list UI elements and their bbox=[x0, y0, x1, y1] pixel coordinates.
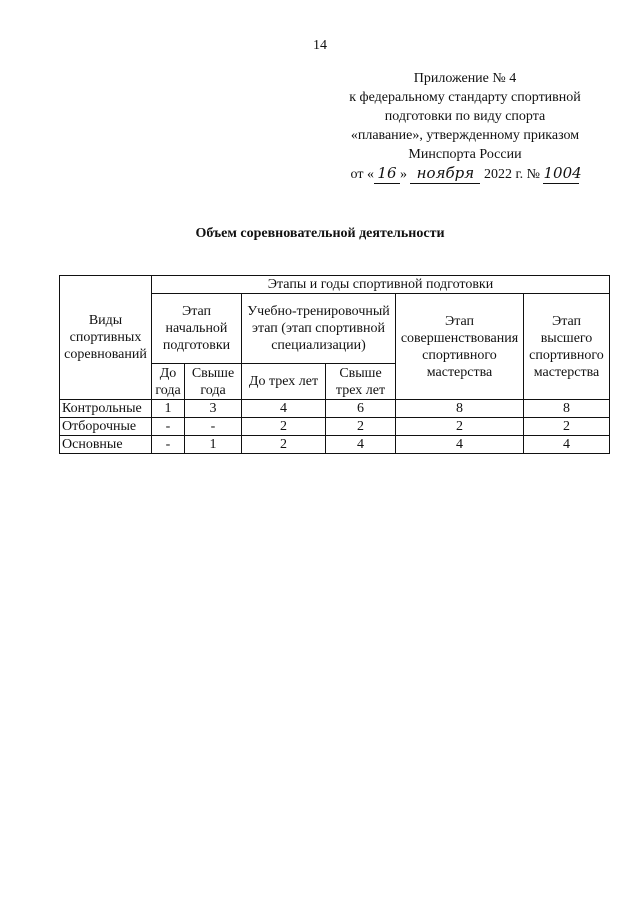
stage-improvement-header: Этап совершенствования спортивного мастерства bbox=[396, 294, 524, 400]
order-date-line bbox=[300, 164, 630, 184]
competition-table bbox=[59, 275, 610, 454]
page-number: 14 bbox=[313, 38, 327, 53]
table-cell: 2 bbox=[242, 436, 326, 454]
table-cell: 4 bbox=[326, 436, 396, 454]
sub-header-upto-year: До года bbox=[152, 364, 185, 400]
row-label: Основные bbox=[60, 436, 152, 454]
appendix-title: Приложение № 4 bbox=[413, 71, 517, 86]
group-header: Этапы и годы спортивной подготовки bbox=[152, 276, 610, 294]
stage-highest-header: Этап высшего спортивного мастерства bbox=[524, 294, 610, 400]
table-cell: 4 bbox=[524, 436, 610, 454]
handwritten-order-number: 1004 bbox=[543, 164, 582, 182]
table-cell: 8 bbox=[524, 400, 610, 418]
appendix-line-2: к федеральному стандарту спортивной bbox=[349, 90, 581, 105]
corner-header: Виды спортивных соревнований bbox=[60, 276, 152, 400]
table-cell: 4 bbox=[242, 400, 326, 418]
table-cell: 4 bbox=[396, 436, 524, 454]
sub-header-over-3-years: Свыше трех лет bbox=[326, 364, 396, 400]
row-label: Отборочные bbox=[60, 418, 152, 436]
date-mid: » bbox=[399, 167, 407, 182]
table-cell: 2 bbox=[524, 418, 610, 436]
appendix-line-3: подготовки по виду спорта bbox=[384, 109, 546, 124]
sub-header-over-year: Свыше года bbox=[185, 364, 242, 400]
table-cell: 6 bbox=[326, 400, 396, 418]
stage-initial-header: Этап начальной подготовки bbox=[152, 294, 242, 364]
handwritten-day: 16 bbox=[374, 164, 400, 184]
table-row bbox=[60, 436, 610, 454]
table-cell: 3 bbox=[185, 400, 242, 418]
appendix-line-5: Минспорта России bbox=[408, 147, 522, 162]
table-cell: - bbox=[152, 436, 185, 454]
handwritten-month: ноября bbox=[410, 164, 480, 184]
table-cell: 8 bbox=[396, 400, 524, 418]
date-year: 2022 г. № bbox=[483, 167, 540, 182]
appendix-line-4: «плавание», утвержденному приказом bbox=[350, 128, 580, 143]
appendix-header bbox=[300, 69, 630, 184]
table-row bbox=[60, 418, 610, 436]
stage-training-header: Учебно-тренировочный этап (этап спортивной специализации) bbox=[242, 294, 396, 364]
table-cell: - bbox=[185, 418, 242, 436]
table-cell: 2 bbox=[242, 418, 326, 436]
row-label: Контрольные bbox=[60, 400, 152, 418]
table-row bbox=[60, 400, 610, 418]
table-cell: - bbox=[152, 418, 185, 436]
table-cell: 1 bbox=[185, 436, 242, 454]
table-cell: 2 bbox=[396, 418, 524, 436]
table-cell: 2 bbox=[326, 418, 396, 436]
document-title: Объем соревновательной деятельности bbox=[195, 226, 445, 241]
date-prefix: от « bbox=[350, 167, 374, 182]
sub-header-upto-3-years: До трех лет bbox=[242, 364, 326, 400]
table-cell: 1 bbox=[152, 400, 185, 418]
